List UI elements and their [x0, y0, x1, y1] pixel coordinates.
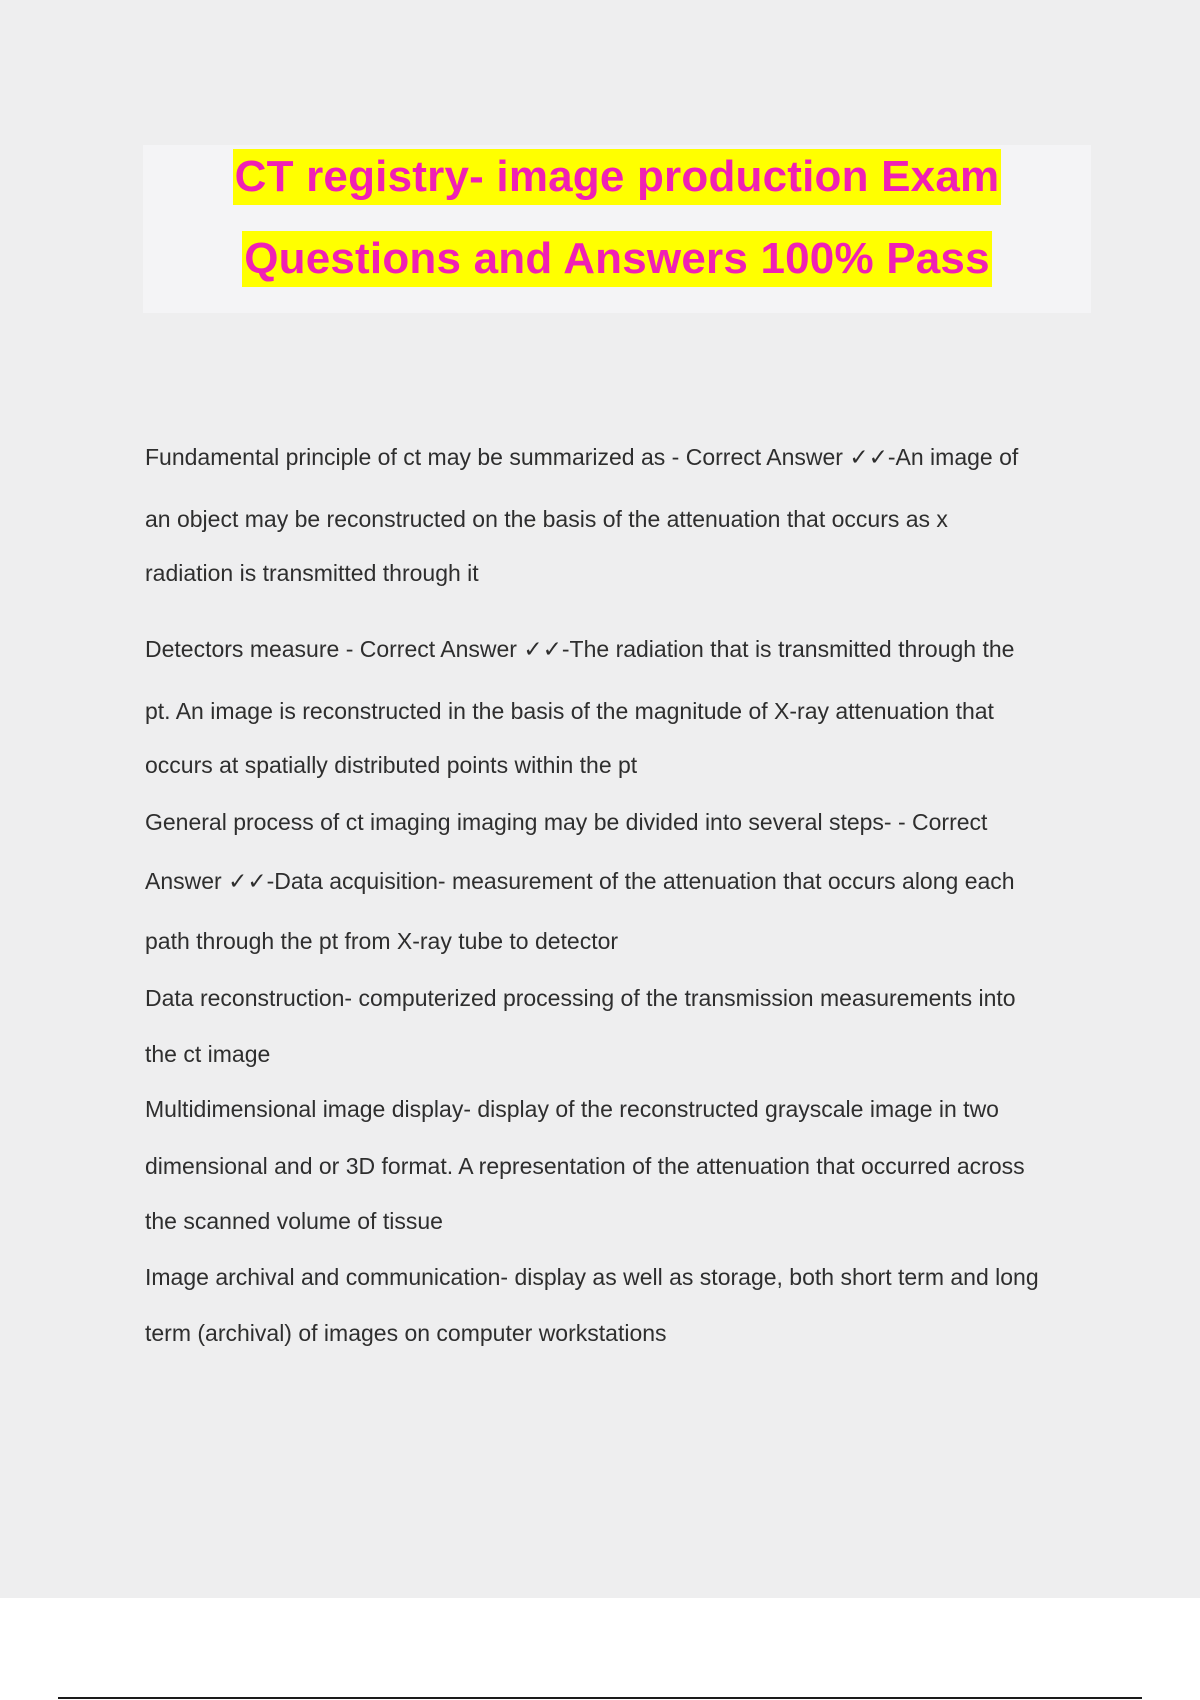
body-line: Data reconstruction- computerized processing of the transmission measurements into — [145, 985, 1016, 1011]
body-line: dimensional and or 3D format. A representation of the attenuation that occurred across — [145, 1153, 1025, 1179]
footer-divider — [58, 1697, 1142, 1699]
body-line: the scanned volume of tissue — [145, 1208, 443, 1234]
body-line: Answer ✓✓-Data acquisition- measurement of the attenuation that occurs along each — [145, 868, 1015, 894]
body-line: Detectors measure - Correct Answer ✓✓-The radiation that is transmitted through the — [145, 636, 1015, 662]
body-line: term (archival) of images on computer workstations — [145, 1320, 667, 1346]
body-line: Multidimensional image display- display of the reconstructed grayscale image in two — [145, 1096, 999, 1122]
body-line: an object may be reconstructed on the basis of the attenuation that occurs as x — [145, 506, 948, 532]
title-block — [143, 145, 1091, 313]
body-line: pt. An image is reconstructed in the basis of the magnitude of X-ray attenuation that — [145, 698, 994, 724]
document-title-line-1: CT registry- image production Exam — [233, 149, 1002, 205]
body-line: General process of ct imaging imaging may be divided into several steps- - Correct — [145, 809, 988, 835]
body-line: path through the pt from X-ray tube to detector — [145, 928, 619, 954]
body-line: radiation is transmitted through it — [145, 560, 479, 586]
document-title-line-2: Questions and Answers 100% Pass — [242, 231, 992, 287]
body-line: occurs at spatially distributed points within the pt — [145, 752, 638, 778]
body-line: the ct image — [145, 1041, 271, 1067]
body-line: Image archival and communication- display as well as storage, both short term and long — [145, 1264, 1039, 1290]
body-line: Fundamental principle of ct may be summarized as - Correct Answer ✓✓-An image of — [145, 444, 1019, 470]
